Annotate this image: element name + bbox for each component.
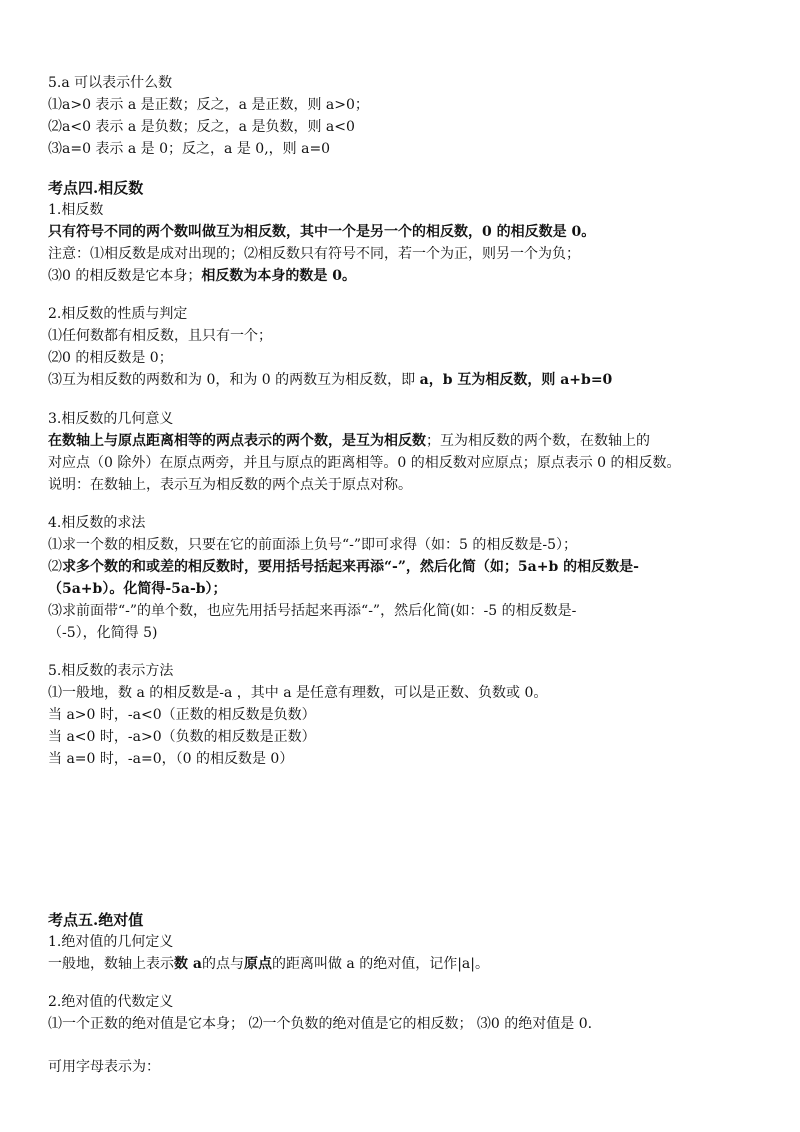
k4-heading: 考点四.相反数: [48, 179, 144, 197]
k5-p1-title: 1.绝对值的几何定义: [48, 934, 174, 950]
k5-p2-title: 2.绝对值的代数定义: [48, 994, 174, 1010]
k4-p5-line-3: 当 a<0 时，-a>0（负数的相反数是正数）: [48, 729, 316, 745]
k4-p2-line-2: ⑵0 的相反数是 0；: [48, 350, 173, 366]
k4-p1-definition: 只有符号不同的两个数叫做互为相反数，其中一个是另一个的相反数，0 的相反数是 0。: [48, 224, 596, 240]
k4-p1-title: 1.相反数: [48, 202, 104, 218]
s5-title: 5.a 可以表示什么数: [48, 75, 173, 91]
k4-p5-line-4: 当 a=0 时，-a=0，（0 的相反数是 0）: [48, 751, 294, 767]
k4-p3-line-1: [48, 430, 764, 452]
k4-p3-line-2: 对应点（0 除外）在原点两旁，并且与原点的距离相等。0 的相反数对应原点；原点表示 0 的相反数。: [48, 455, 681, 471]
k4-p3-title: 3.相反数的几何意义: [48, 411, 174, 427]
k4-p5-line-1: ⑴一般地，数 a 的相反数是-a ，其中 a 是任意有理数，可以是正数、负数或 0。: [48, 685, 548, 701]
k5-p1-text-e: 的距离叫做 a 的绝对值，记作|a|。: [271, 956, 489, 972]
s5-line-3: ⑶a=0 表示 a 是 0；反之，a 是 0,，则 a=0: [48, 141, 331, 157]
k4-p4-line-5: （-5），化简得 5): [48, 625, 158, 641]
k4-p2-line-3-bold: a，b 互为相反数，则 a+b=0: [419, 372, 613, 388]
k5-p2-line-1: ⑴一个正数的绝对值是它本身； ⑵一个负数的绝对值是它的相反数； ⑶0 的绝对值是 0.: [48, 1016, 593, 1032]
k4-p1-note2-plain: ⑶0 的相反数是它本身；: [48, 268, 202, 284]
s5-line-1: ⑴a>0 表示 a 是正数；反之，a 是正数，则 a>0；: [48, 97, 369, 113]
k4-p4-line-2: [48, 556, 764, 578]
k4-p4-line-2-marker: ⑵: [48, 559, 62, 575]
k4-p3-line-3: 说明：在数轴上，表示互为相反数的两个点关于原点对称。: [48, 477, 412, 493]
s5-line-2: ⑵a<0 表示 a 是负数；反之，a 是负数，则 a<0: [48, 119, 355, 135]
k4-p4-line-4: ⑶求前面带“-”的单个数，也应先用括号括起来再添“-”，然后化简(如：-5 的相反数是-: [48, 603, 577, 619]
k5-heading: 考点五.绝对值: [48, 911, 144, 929]
k5-p1-text-a: 一般地，数轴上表示: [48, 956, 174, 972]
k4-p3-line-1-plain: ；互为相反数的两个数，在数轴上的: [426, 433, 650, 449]
k4-p3-line-1-bold: 在数轴上与原点距离相等的两点表示的两个数，是互为相反数: [48, 433, 426, 449]
k4-p5-line-2: 当 a>0 时，-a<0（正数的相反数是负数）: [48, 707, 316, 723]
k4-p1-note2-bold: 相反数为本身的数是 0。: [201, 268, 356, 284]
k5-p1-text-b: 数 a: [174, 956, 202, 972]
k4-p2-line-3-plain: ⑶互为相反数的两数和为 0，和为 0 的两数互为相反数，即: [48, 372, 420, 388]
k4-p2-line-3: [48, 369, 764, 391]
k4-p2-title: 2.相反数的性质与判定: [48, 306, 188, 322]
k5-p1-text-c: 的点与: [201, 956, 244, 972]
k4-p4-line-2-bold: 求多个数的和或差的相反数时，要用括号括起来再添“-”，然后化简（如；5a+b 的相反数是-: [62, 559, 639, 575]
k4-p1-note2: [48, 265, 764, 287]
k5-p1-text-d: 原点: [243, 956, 272, 972]
k4-p5-title: 5.相反数的表示方法: [48, 663, 174, 679]
k4-p1-note: 注意：⑴相反数是成对出现的；⑵相反数只有符号不同，若一个为正，则另一个为负；: [48, 246, 580, 262]
k4-p4-line-3: （5a+b）。化简得-5a-b）；: [48, 581, 227, 597]
k5-p1-line-1: [48, 953, 764, 975]
k5-p2-line-2: 可用字母表示为：: [48, 1059, 160, 1075]
k4-p2-line-1: ⑴任何数都有相反数，且只有一个；: [48, 328, 272, 344]
k4-p4-title: 4.相反数的求法: [48, 515, 146, 531]
k4-p4-line-1: ⑴求一个数的相反数，只要在它的前面添上负号“-”即可求得（如：5 的相反数是-5）；: [48, 537, 578, 553]
